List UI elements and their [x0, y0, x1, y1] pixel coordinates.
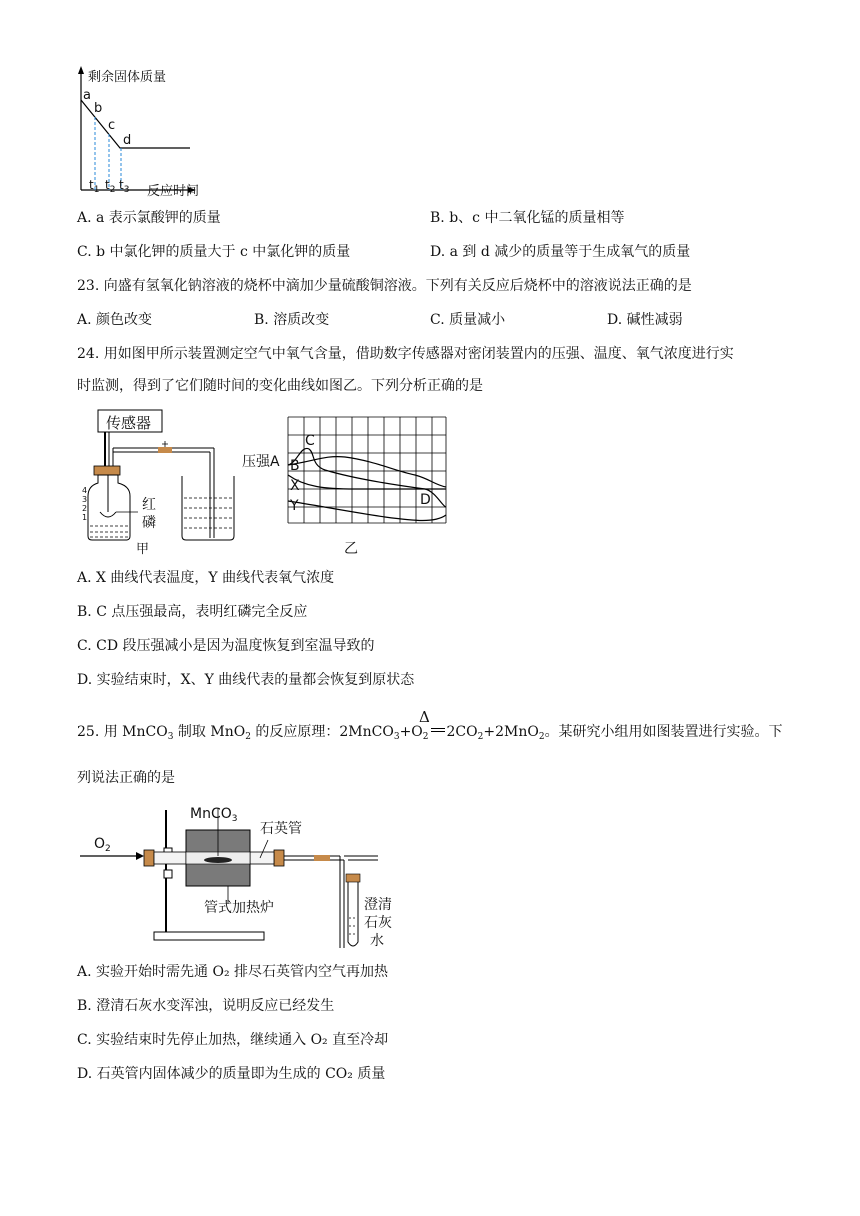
- q24-caption-yi: 乙: [344, 541, 358, 557]
- q24-stem-line2: 时监测，得到了它们随时间的变化曲线如图乙。下列分析正确的是: [77, 378, 483, 394]
- q22-t2: $t_2$: [105, 178, 116, 195]
- q24-option-a: A. X 曲线代表温度，Y 曲线代表氧气浓度: [77, 570, 335, 586]
- q25-furnace-label: 管式加热炉: [204, 900, 274, 916]
- q24-label-d: D: [420, 492, 431, 508]
- q22-option-d: D. a 到 d 减少的质量等于生成氧气的质量: [430, 244, 691, 260]
- q22-point-d: d: [123, 133, 132, 148]
- q25-limewater-1: 澄清: [364, 897, 392, 913]
- q22-option-b: B. b、c 中二氧化锰的质量相等: [430, 210, 625, 226]
- q24-stem-line1: 24. 用如图甲所示装置测定空气中氧气含量，借助数字传感器对密闭装置内的压强、温度、氧气浓度进行实: [77, 346, 734, 362]
- q25-option-b: B. 澄清石灰水变浑浊，说明反应已经发生: [77, 998, 335, 1014]
- q24-caption-jia: 甲: [136, 542, 150, 557]
- q22-ylabel: 剩余固体质量: [88, 70, 167, 85]
- q24-option-d: D. 实验结束时，X、Y 曲线代表的量都会恢复到原状态: [77, 672, 415, 688]
- q22-point-c: c: [108, 118, 116, 133]
- q22-t1: $t_1$: [89, 178, 100, 195]
- q24-sensor-label: 传感器: [106, 414, 152, 432]
- q23-stem: 23. 向盛有氢氧化钠溶液的烧杯中滴加少量硫酸铜溶液。下列有关反应后烧杯中的溶液说法正确的是: [77, 278, 692, 294]
- q24-scale-3: 3: [82, 495, 88, 504]
- q24-label-y: Y: [290, 498, 299, 514]
- q24-label-c: C: [305, 433, 315, 449]
- q22-t3: $t_3$: [119, 178, 130, 195]
- q25-mnco3-label: MnCO$_3$: [190, 806, 238, 824]
- q24-option-b: B. C 点压强最高，表明红磷完全反应: [77, 604, 308, 620]
- q23-option-b: B. 溶质改变: [254, 312, 330, 328]
- q25-delta: Δ: [419, 708, 430, 726]
- q25-quartz-label: 石英管: [260, 821, 302, 837]
- q22-option-c: C. b 中氯化钾的质量大于 c 中氯化钾的质量: [77, 244, 351, 260]
- q25-limewater-3: 水: [370, 933, 384, 949]
- q23-option-d: D. 碱性减弱: [607, 312, 683, 328]
- q25-option-c: C. 实验结束时先停止加热，继续通入 O₂ 直至冷却: [77, 1032, 389, 1048]
- q23-option-c: C. 质量减小: [430, 312, 506, 328]
- q24-phosphorus-label-1: 红: [142, 497, 156, 513]
- q24-option-c: C. CD 段压强减小是因为温度恢复到室温导致的: [77, 638, 375, 654]
- q24-label-x: X: [290, 478, 300, 494]
- q25-stem-line2: 列说法正确的是: [77, 770, 175, 786]
- q24-phosphorus-label-2: 磷: [142, 515, 156, 531]
- q24-graph-yi: [285, 415, 450, 525]
- q25-limewater-2: 石灰: [364, 915, 392, 931]
- q25-stem-line1: 25. 用 MnCO$_3$ 制取 MnO$_2$ 的反应原理：$2MnCO_3+O_2$ $2CO_2+2MnO_2$。某研究小组用如图装置进行实验。下: [77, 724, 783, 742]
- q24-pressure-label: 压强A: [242, 454, 280, 470]
- q24-scale-4: 4: [82, 486, 88, 495]
- q24-label-b: B: [290, 458, 300, 474]
- q25-option-a: A. 实验开始时需先通 O₂ 排尽石英管内空气再加热: [77, 964, 388, 980]
- q22-xlabel: 反应时间: [147, 184, 200, 199]
- q22-option-a: A. a 表示氯酸钾的质量: [77, 210, 221, 226]
- q24-apparatus-jia: [78, 408, 238, 558]
- q24-scale-1: 1: [82, 513, 88, 522]
- q22-point-b: b: [94, 101, 103, 116]
- q25-apparatus: [78, 800, 398, 950]
- q24-scale-2: 2: [82, 504, 88, 513]
- q23-option-a: A. 颜色改变: [77, 312, 153, 328]
- q25-option-d: D. 石英管内固体减少的质量即为生成的 CO₂ 质量: [77, 1066, 386, 1082]
- q25-o2-label: $O_2$: [94, 836, 111, 854]
- q22-point-a: a: [83, 88, 91, 103]
